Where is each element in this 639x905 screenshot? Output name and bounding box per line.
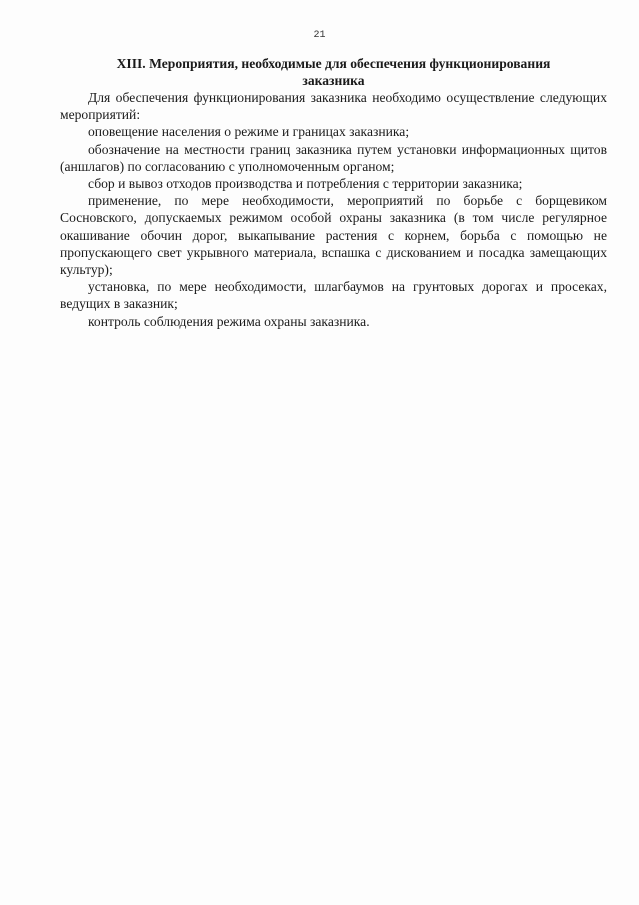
paragraph-regime-control: контроль соблюдения режима охраны заказника. [88, 313, 370, 329]
section-content [60, 55, 607, 330]
section-heading-line-2: заказника [302, 73, 365, 88]
paragraph-boundary-signs: обозначение на местности границ заказника путем установки информационных щитов (аншлагов) по согласованию с уполномоченным органом; [60, 141, 607, 174]
paragraph-waste-removal: сбор и вывоз отходов производства и потребления с территории заказника; [88, 176, 523, 192]
section-heading [60, 55, 607, 89]
paragraph-notification: оповещение населения о режиме и границах заказника; [88, 124, 410, 140]
paragraph-hogweed-control: применение, по мере необходимости, мероприятий по борьбе с борщевиком Сосновского, допускаемых режимом особой охраны заказника (в том числе регулярное окашивание обочин дорог, выкапывание растения с корнем, борьба с помощью не пропускающего свет укрывного материала, вспашка с дискованием и посадка замещающих культур); [60, 193, 607, 278]
page-number: 21 [313, 30, 326, 41]
paragraph-intro: Для обеспечения функционирования заказника необходимо осуществление следующих мероприятий: [60, 90, 607, 123]
paragraph-barriers: установка, по мере необходимости, шлагбаумов на грунтовых дорогах и просеках, ведущих в заказник; [60, 279, 607, 312]
section-heading-line-1: XIII. Мероприятия, необходимые для обеспечения функционирования [116, 56, 551, 71]
